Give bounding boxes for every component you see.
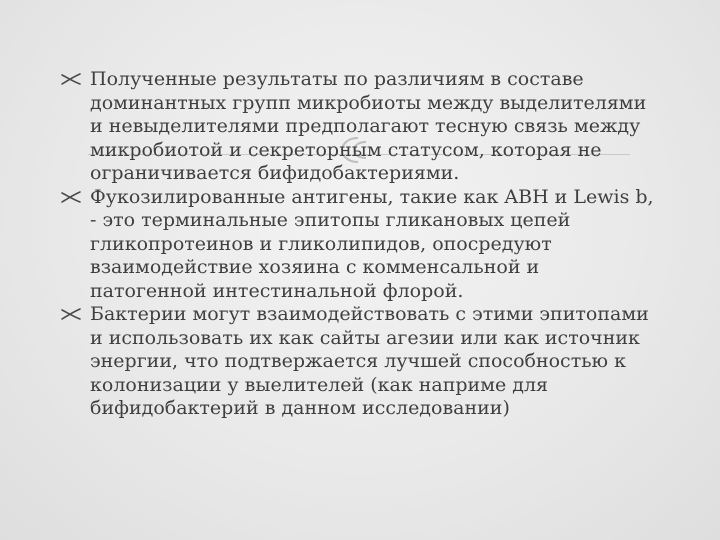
bullet-text: Бактерии могут взаимодействовать с этими эпитопами и использовать их как сайты агезии или как источник энергии, что подтвержается лучшей способностью к колонизации у выелителей (как наприме для бифидобактерий в данном исследовании) — [90, 303, 649, 419]
cross-bullet-icon — [60, 72, 82, 86]
bullet-item — [60, 303, 660, 421]
bullet-text: Фукозилированные антигены, такие как ABH и Lewis b, - это терминальные эпитопы гликановых цепей гликопротеинов и гликолипидов, опосредуют взаимодействие хозяина с комменсальной и патогенной интестинальной флорой. — [90, 185, 654, 302]
bullet-list — [60, 68, 660, 421]
cross-bullet-icon — [60, 307, 82, 321]
cross-bullet-icon — [60, 190, 82, 204]
bullet-item — [60, 186, 660, 304]
bullet-text: Полученные результаты по различиям в составе доминантных групп микробиоты между выделителями и невыделителями предполагают тесную связь между микробиотой и секреторным статусом, которая не ограничивается бифидобактериями. — [90, 68, 647, 184]
bullet-item — [60, 68, 660, 186]
